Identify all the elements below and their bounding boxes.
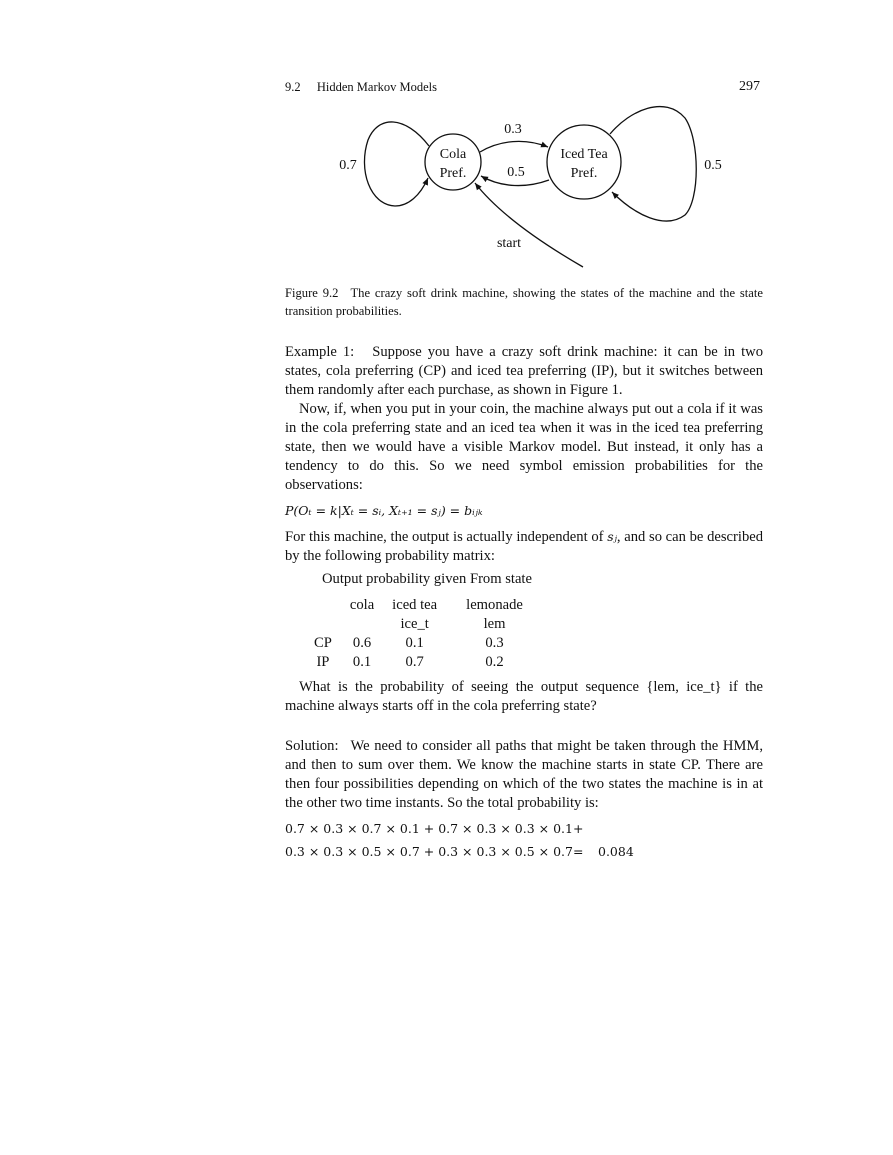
start-label: start [496,236,522,251]
tea-to-cola-prob: 0.5 [507,165,525,180]
table-row [314,653,532,672]
table-subheader-cell: ice_t [400,616,429,632]
p3-text-b: , and so can be described by the following probability matrix: [285,529,764,564]
example-paragraph-3 [285,527,763,566]
solution-paragraph [285,737,763,813]
example-paragraph-2: Now, if, when you put in your coin, the machine always put out a cola if it was in the cola preferring state and an iced tea when it was in the iced tea preferring state, then we would have a visible Markov model. But instead, it only has a tendency to do this. So we need symbol emission probabilities for the observations: [285,401,763,493]
table-cell: 0.2 [485,654,504,670]
equation-line-1 [285,821,584,836]
table-subheader-cell: lem [483,616,506,632]
equation-line-1-operator: + [573,821,584,836]
equation-result: 0.084 [598,844,634,859]
table-cell: 0.3 [485,635,504,651]
equation-line-2 [285,844,634,859]
table-cell: 0.1 [405,635,424,651]
start-arrow [475,183,583,267]
equation-line-1-terms: 0.7 × 0.3 × 0.7 × 0.1 + 0.7 × 0.3 × 0.3 × 0.1 [285,821,573,836]
tea-self-prob: 0.5 [704,158,722,173]
table-row [314,634,532,653]
example-text-1: Suppose you have a crazy soft drink machine: it can be in two states, cola preferring (CP) and iced tea preferring (IP), but it switches between them randomly after each purchase, as shown in Figure 1. [285,344,763,398]
table-cell: 0.6 [352,635,372,651]
cola-to-tea-arrow [480,141,548,152]
cola-state-label-1: Cola [439,147,467,162]
table-cell: 0.1 [352,654,372,670]
page-number: 297 [739,79,760,94]
emission-formula: P(Oₜ = k|Xₜ = sᵢ, Xₜ₊₁ = sⱼ) = bᵢⱼₖ [285,503,483,518]
table-header-cell: cola [349,597,375,613]
table-header-cell: iced tea [392,597,438,613]
table-header-cell: lemonade [466,597,523,613]
table-subheader-row [314,615,532,634]
iced-tea-self-loop-arrow [610,107,696,221]
iced-tea-state-circle [547,125,621,199]
iced-tea-state-label-1: Iced Tea [560,147,608,162]
p3-text-a: For this machine, the output is actually independent of [285,529,604,545]
cola-to-tea-prob: 0.3 [504,122,522,137]
equation-line-2-operator: = [573,844,584,859]
solution-text: We need to consider all paths that might be taken through the HMM, and then to sum over them. We know the machine starts in state CP. There are then four possibilities depending on which of the two states the machine is in at the other two time instants. So the total probability is: [285,738,763,811]
cola-state-label-2: Pref. [439,166,467,181]
iced-tea-state-label-2: Pref. [570,166,598,181]
solution-label: Solution: [285,738,339,754]
probability-table [314,596,532,672]
table-cell: 0.7 [405,654,424,670]
header-section: 9.2 [285,80,301,94]
state-diagram [0,0,893,280]
table-header-row [314,596,532,615]
example-paragraph-1 [285,343,763,400]
example-label: Example 1: [285,344,355,360]
figure-caption [285,284,763,320]
cola-self-prob: 0.7 [339,158,357,173]
header-title: Hidden Markov Models [316,80,437,94]
table-row-label: IP [316,654,330,670]
question-paragraph: What is the probability of seeing the output sequence {lem, ice_t} if the machine always starts off in the cola preferring state? [285,679,763,714]
figure-label: Figure 9.2 [285,286,339,300]
table-subheader-cell [341,615,383,634]
equation-line-2-terms: 0.3 × 0.3 × 0.5 × 0.7 + 0.3 × 0.3 × 0.5 × 0.7 [285,844,573,859]
table-row-label: CP [314,635,332,651]
p3-variable: sⱼ [607,529,617,544]
cola-self-loop-arrow [364,122,429,206]
table-header-cell [314,596,341,615]
cola-state-circle [425,134,481,190]
table-subheader-cell [314,615,341,634]
figure-caption-text: The crazy soft drink machine, showing the states of the machine and the state transition probabilities. [285,286,763,318]
table-title: Output probability given From state [322,571,532,587]
